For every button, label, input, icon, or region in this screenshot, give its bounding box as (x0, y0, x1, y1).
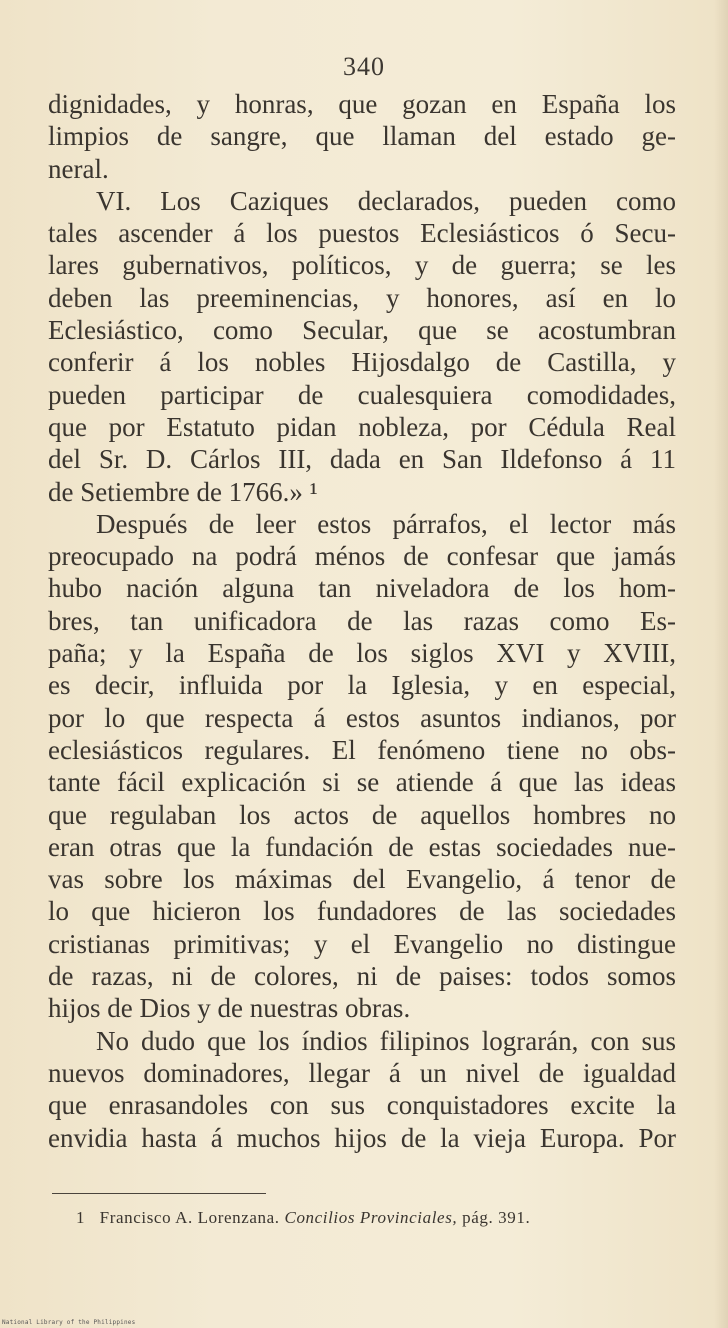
footnote-divider (52, 1193, 266, 1194)
text-line: limpios de sangre, que llaman del estado ge- (48, 121, 676, 152)
page-number: 340 (343, 52, 385, 81)
text-line: de razas, ni de colores, ni de paises: todos somos (48, 961, 676, 992)
text-line: nuevos dominadores, llegar á un nivel de igualdad (48, 1057, 676, 1088)
text-line: Después de leer estos párrafos, el lector más (96, 508, 676, 539)
text-line: envidia hasta á muchos hijos de la vieja Europa. Por (48, 1122, 676, 1153)
footnote-page: pág. 391. (462, 1208, 531, 1227)
text-line: pueden participar de cualesquiera comodidades, (48, 379, 676, 410)
footnote (76, 1208, 656, 1228)
text-line: conferir á los nobles Hijosdalgo de Castilla, y (48, 347, 676, 378)
footnote-marker: 1 (76, 1208, 86, 1227)
text-line: del Sr. D. Cárlos III, dada en San Ildefonso á 11 (48, 444, 676, 475)
text-line: bres, tan unificadora de las razas como Es- (48, 605, 676, 636)
text-line: deben las preeminencias, y honores, así en lo (48, 282, 676, 313)
text-line: de Setiembre de 1766.» ¹ (48, 476, 318, 507)
text-line: eclesiásticos regulares. El fenómeno tiene no obs- (48, 734, 676, 765)
text-line: que regulaban los actos de aquellos hombres no (48, 799, 676, 830)
text-line: hubo nación alguna tan niveladora de los hom- (48, 573, 676, 604)
text-line: neral. (48, 153, 109, 184)
text-line: Eclesiástico, como Secular, que se acostumbran (48, 315, 676, 346)
text-line: eran otras que la fundación de estas sociedades nue- (48, 831, 676, 862)
text-line: que por Estatuto pidan nobleza, por Cédula Real (48, 411, 676, 442)
text-line: paña; y la España de los siglos XVI y XVIII, (48, 638, 676, 669)
text-line: VI. Los Caziques declarados, pueden como (96, 185, 676, 216)
text-line: tales ascender á los puestos Eclesiásticos ó Secu- (48, 218, 676, 249)
text-line: preocupado na podrá ménos de confesar que jamás (48, 541, 676, 572)
text-line: dignidades, y honras, que gozan en España los (48, 89, 676, 119)
text-line: tante fácil explicación si se atiende á que las ideas (48, 767, 676, 798)
text-line: No dudo que los índios filipinos lograrán, con sus (96, 1025, 676, 1056)
page-edge-shadow (714, 0, 728, 1328)
text-line: es decir, influida por la Iglesia, y en especial, (48, 670, 676, 701)
text-line: cristianas primitivas; y el Evangelio no distingue (48, 928, 676, 959)
text-line: lo que hicieron los fundadores de las sociedades (48, 896, 676, 927)
body-text (48, 88, 676, 1154)
library-credit: National Library of the Philippines (2, 1319, 136, 1326)
footnote-author: Francisco A. Lorenzana. (99, 1208, 280, 1227)
text-line: hijos de Dios y de nuestras obras. (48, 993, 411, 1024)
text-line: que enrasandoles con sus conquistadores excite la (48, 1090, 676, 1121)
text-line: vas sobre los máximas del Evangelio, á tenor de (48, 864, 676, 895)
footnote-work: Concilios Provinciales, (284, 1208, 458, 1227)
text-line: lares gubernativos, políticos, y de guerra; se les (48, 250, 676, 281)
text-line: por lo que respecta á estos asuntos indianos, por (48, 702, 676, 733)
